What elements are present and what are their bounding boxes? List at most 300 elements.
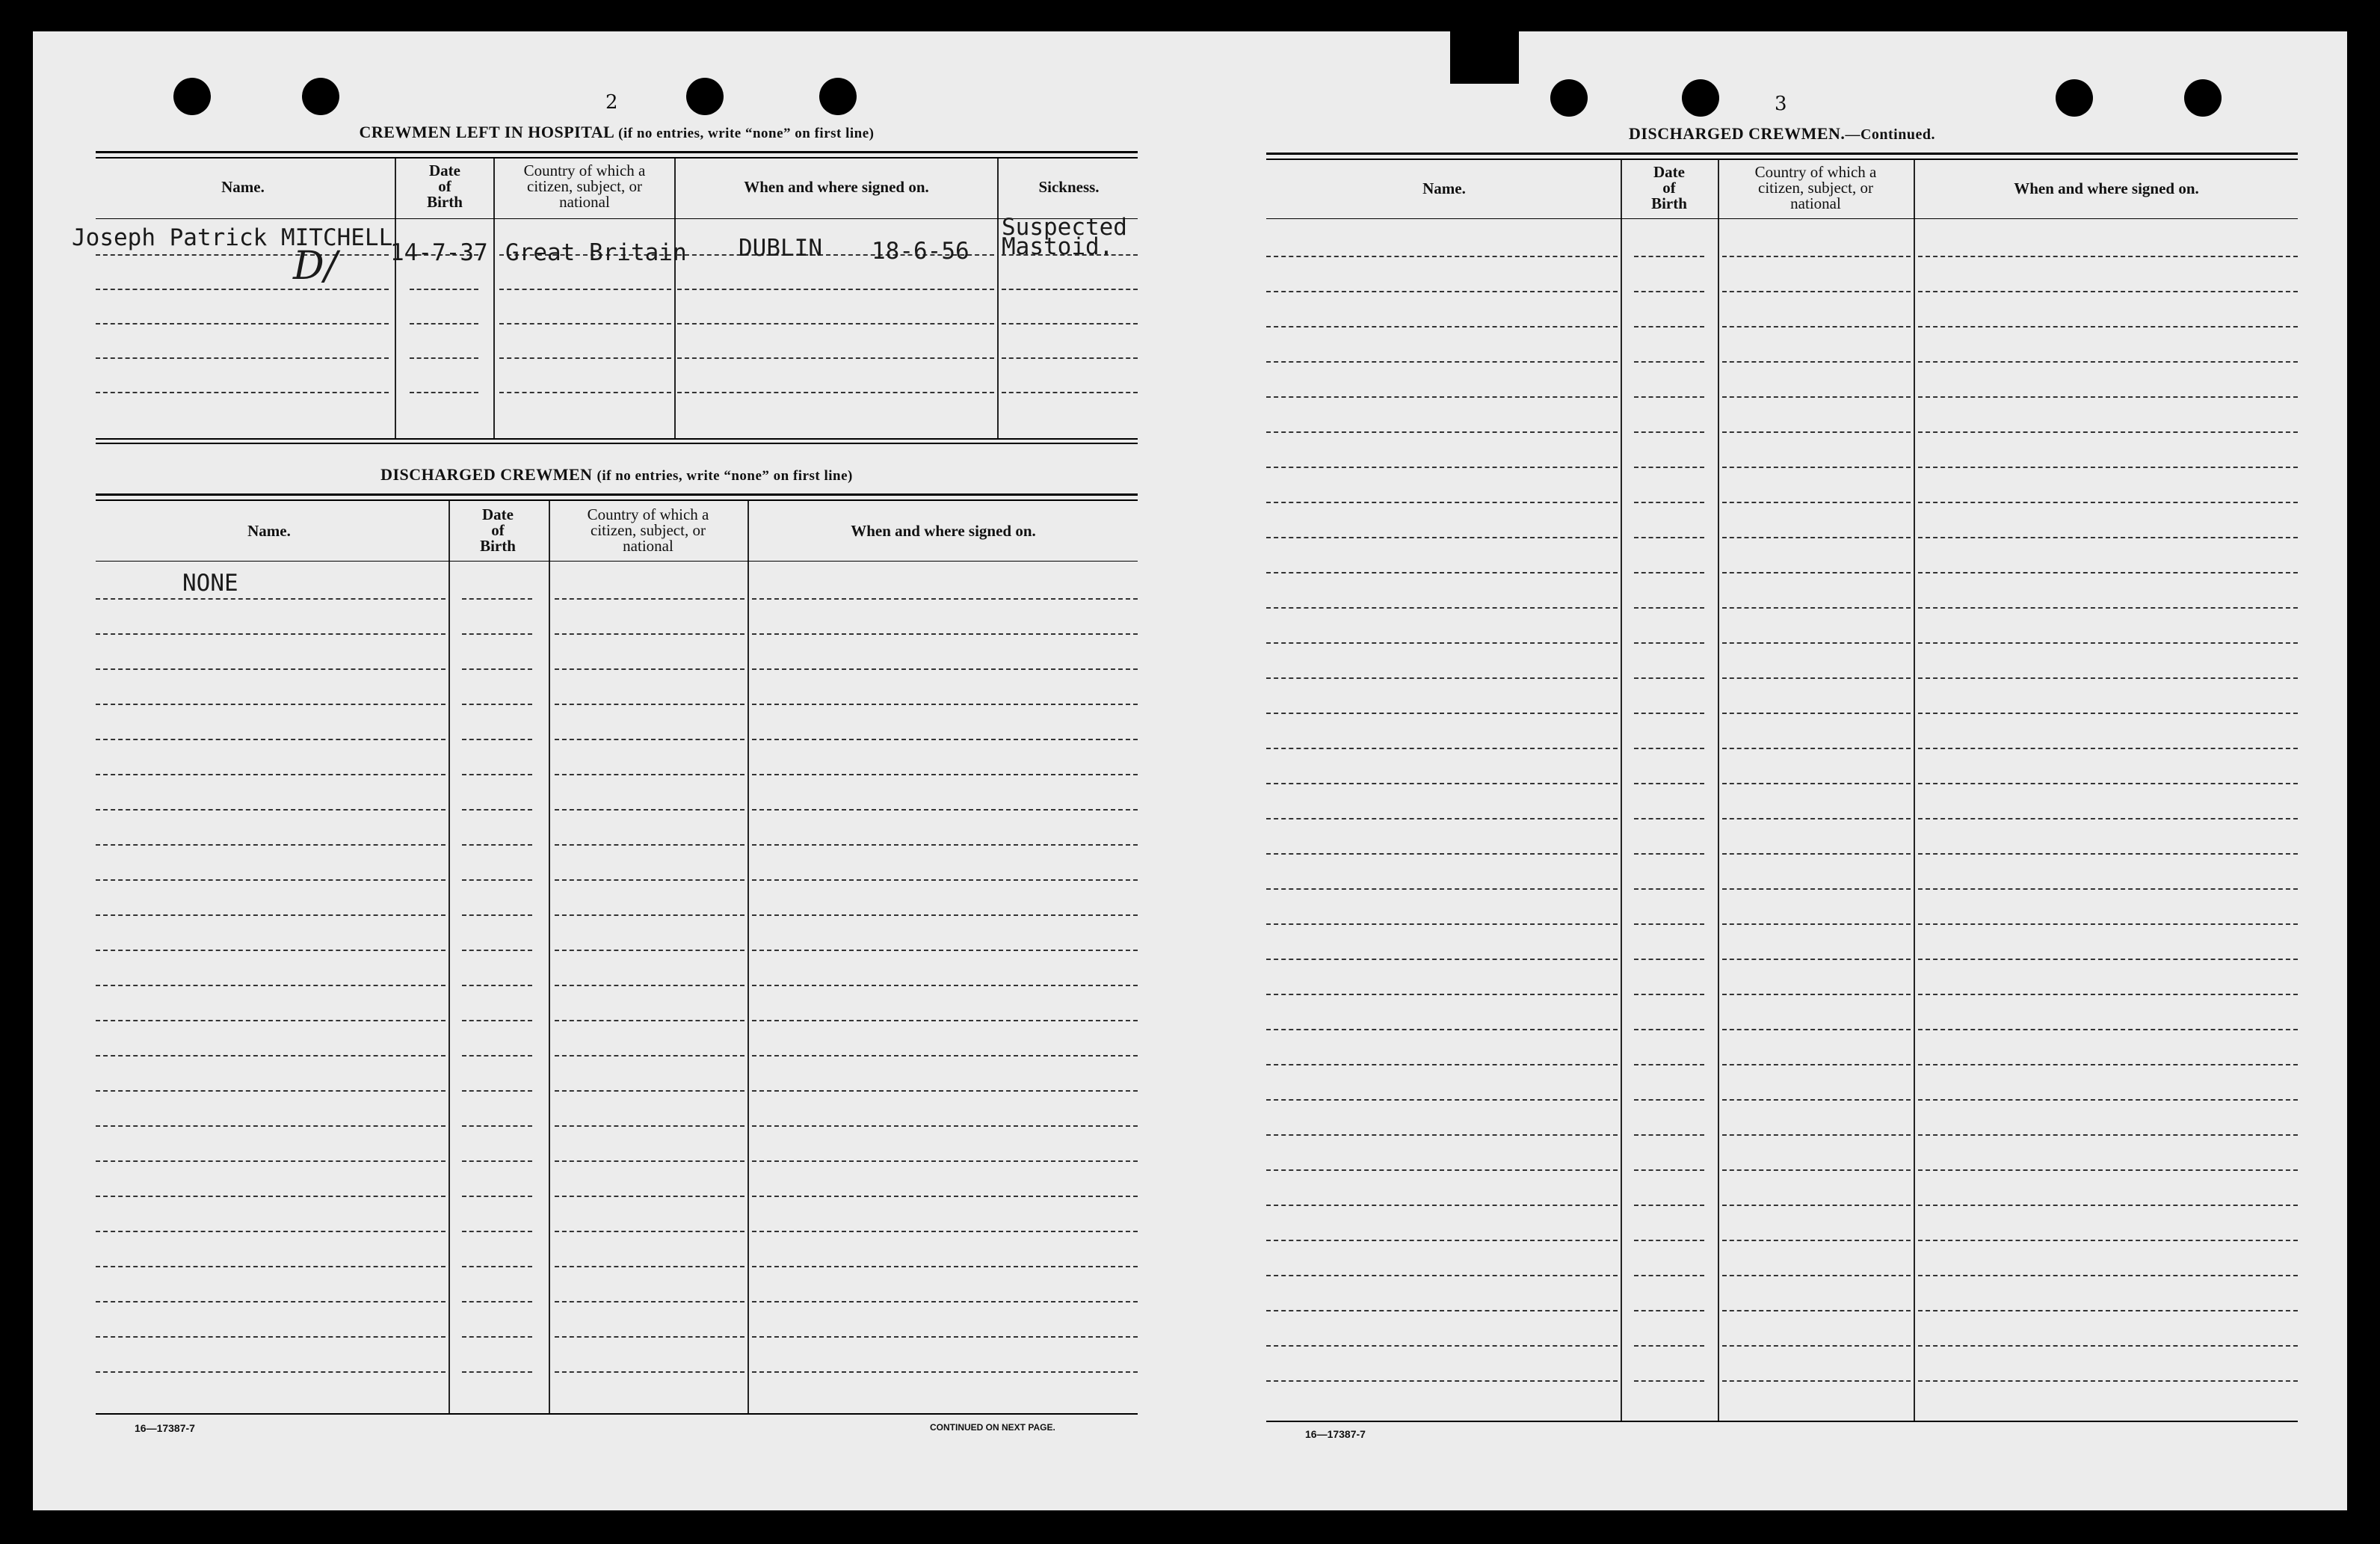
ruled-line <box>1634 888 1704 890</box>
ruled-line <box>462 844 532 846</box>
page-number-right: 3 <box>1775 93 1787 115</box>
ruled-line <box>1918 994 2298 995</box>
ruled-line <box>96 914 446 916</box>
ruled-line <box>499 323 671 325</box>
ruled-line <box>1266 994 1618 995</box>
ruled-line <box>462 668 532 670</box>
ruled-line <box>677 392 994 393</box>
ruled-line <box>752 1301 1138 1302</box>
ruled-line <box>1722 537 1911 538</box>
column-divider <box>448 501 450 1415</box>
ruled-line <box>1634 291 1704 292</box>
ruled-line <box>1918 1064 2298 1065</box>
ruled-line <box>752 1231 1138 1232</box>
ruled-line <box>499 392 671 393</box>
ruled-line <box>96 1125 446 1127</box>
ruled-line <box>1634 1310 1704 1311</box>
ruled-line <box>96 1336 446 1338</box>
ruled-line <box>1634 923 1704 925</box>
ruled-line <box>1634 572 1704 573</box>
ruled-line <box>1634 537 1704 538</box>
rule <box>1266 218 2298 219</box>
col-name-header: Name. <box>247 522 291 540</box>
ruled-line <box>555 739 744 740</box>
column-divider <box>1914 160 1915 1421</box>
ruled-line <box>1918 1380 2298 1382</box>
ruled-line <box>96 1196 446 1197</box>
ruled-line <box>462 1266 532 1267</box>
ruled-line <box>1722 748 1911 749</box>
ruled-line <box>752 914 1138 916</box>
ruled-line <box>1266 713 1618 714</box>
ruled-line <box>752 739 1138 740</box>
ruled-line <box>677 357 994 359</box>
ruled-line <box>499 357 671 359</box>
ruled-line <box>1634 677 1704 679</box>
ruled-line <box>1722 1064 1911 1065</box>
rule <box>96 218 1138 219</box>
ruled-line <box>677 289 994 290</box>
ruled-line <box>462 1301 532 1302</box>
ruled-line <box>1722 994 1911 995</box>
ruled-line <box>1266 677 1618 679</box>
ruled-line <box>555 950 744 951</box>
ruled-line <box>1266 256 1618 257</box>
col-country-header <box>550 507 746 554</box>
ruled-line <box>1634 431 1704 433</box>
ruled-line <box>555 1196 744 1197</box>
ruled-line <box>555 1020 744 1021</box>
ruled-line <box>752 1266 1138 1267</box>
punch-hole <box>686 78 724 115</box>
ruled-line <box>1266 748 1618 749</box>
ruled-line <box>410 357 478 359</box>
ruled-line <box>96 1160 446 1162</box>
col-country-line: citizen, subject, or <box>527 177 642 195</box>
ruled-line <box>1918 853 2298 855</box>
ruled-line <box>677 323 994 325</box>
ruled-line <box>1634 502 1704 503</box>
ruled-line <box>1722 959 1911 960</box>
ruled-line <box>1634 607 1704 609</box>
ruled-line <box>1722 923 1911 925</box>
ruled-line <box>1918 502 2298 503</box>
col-country-line: Country of which a <box>523 162 646 179</box>
ruled-line <box>1634 959 1704 960</box>
ruled-line <box>1634 1380 1704 1382</box>
ruled-line <box>1634 1205 1704 1206</box>
ruled-line <box>462 1160 532 1162</box>
column-divider <box>493 159 495 440</box>
ruled-line <box>752 1160 1138 1162</box>
ruled-line <box>1918 783 2298 784</box>
ruled-line <box>1266 1029 1618 1030</box>
ruled-line <box>1266 1310 1618 1311</box>
ruled-line <box>752 844 1138 846</box>
ruled-line <box>1722 642 1911 644</box>
col-dob-line: Birth <box>1651 194 1687 212</box>
ruled-line <box>96 774 446 775</box>
ruled-line <box>555 704 744 705</box>
rule <box>96 561 1138 562</box>
ruled-line <box>96 985 446 986</box>
ruled-line <box>752 1020 1138 1021</box>
ruled-line <box>1722 256 1911 257</box>
column-divider <box>747 501 749 1415</box>
punch-hole <box>1682 79 1719 117</box>
ruled-line <box>96 1055 446 1056</box>
ruled-line <box>1722 431 1911 433</box>
ruled-line <box>1634 361 1704 363</box>
ruled-line <box>1266 853 1618 855</box>
ruled-line <box>1918 1205 2298 1206</box>
column-divider <box>674 159 676 440</box>
ruled-line <box>1918 713 2298 714</box>
ruled-line <box>1634 1064 1704 1065</box>
ruled-line <box>96 809 446 811</box>
rule <box>96 443 1138 444</box>
hospital-entry-country: Great Britain <box>505 239 687 266</box>
col-dob-line: Date <box>1653 163 1685 181</box>
col-country-line: national <box>559 193 610 211</box>
ruled-line <box>1722 607 1911 609</box>
ruled-line <box>1722 888 1911 890</box>
hospital-section-heading: CREWMEN LEFT IN HOSPITAL (if no entries, write “none” on first line) <box>359 123 875 141</box>
rule <box>96 438 1138 440</box>
ruled-line <box>462 1371 532 1373</box>
ruled-line <box>1918 361 2298 363</box>
page-number-left: 2 <box>605 91 618 114</box>
col-dob-header <box>1624 164 1715 212</box>
ruled-line <box>1266 1380 1618 1382</box>
ruled-line <box>462 1196 532 1197</box>
ruled-line <box>752 704 1138 705</box>
ruled-line <box>410 289 478 290</box>
ruled-line <box>96 879 446 881</box>
ruled-line <box>96 323 389 325</box>
ruled-line <box>752 1336 1138 1338</box>
ruled-line <box>1002 289 1138 290</box>
hospital-entry-name: Joseph Patrick MITCHELL <box>72 224 393 251</box>
ruled-line <box>752 668 1138 670</box>
ruled-line <box>1722 1029 1911 1030</box>
ruled-line <box>1634 256 1704 257</box>
ruled-line <box>462 739 532 740</box>
ruled-line <box>410 392 478 393</box>
ruled-line <box>1266 783 1618 784</box>
ruled-line <box>1634 783 1704 784</box>
ruled-line <box>96 1266 446 1267</box>
ruled-line <box>1266 888 1618 890</box>
ruled-line <box>555 985 744 986</box>
form-number: 16—17387-7 <box>1305 1428 1366 1440</box>
ruled-line <box>1722 1310 1911 1311</box>
ruled-line <box>1266 572 1618 573</box>
ruled-line <box>555 879 744 881</box>
ruled-line <box>462 1125 532 1127</box>
ruled-line <box>1918 431 2298 433</box>
hospital-entry-sickness: Mastoid. <box>1002 233 1114 260</box>
ruled-line <box>1634 713 1704 714</box>
col-signed-header: When and where signed on. <box>2014 179 2199 197</box>
col-dob-line: Date <box>482 505 514 523</box>
ruled-line <box>1918 1099 2298 1101</box>
ruled-line <box>462 1231 532 1232</box>
ruled-line <box>96 704 446 705</box>
rule <box>1266 153 2298 155</box>
hospital-entry-place: DUBLIN <box>739 235 822 262</box>
ruled-line <box>1918 818 2298 819</box>
ruled-line <box>1266 326 1618 327</box>
punch-hole <box>173 78 211 115</box>
ruled-line <box>462 774 532 775</box>
ruled-line <box>96 1231 446 1232</box>
ruled-line <box>1634 1275 1704 1276</box>
column-divider <box>997 159 999 440</box>
document-sheet <box>33 31 2347 1510</box>
ruled-line <box>555 1125 744 1127</box>
ruled-line <box>1918 748 2298 749</box>
ruled-line <box>96 254 389 256</box>
ruled-line <box>1266 1240 1618 1241</box>
ruled-line <box>1266 291 1618 292</box>
col-dob-line: Date <box>429 162 460 179</box>
rule <box>1266 159 2298 160</box>
rule <box>1266 1421 2298 1422</box>
ruled-line <box>1266 1064 1618 1065</box>
col-country-line: Country of which a <box>587 505 709 523</box>
ruled-line <box>752 1371 1138 1373</box>
ruled-line <box>462 985 532 986</box>
handwritten-annotation: D/ <box>293 244 338 289</box>
ruled-line <box>555 633 744 635</box>
ruled-line <box>1722 291 1911 292</box>
col-sickness-header: Sickness. <box>1038 178 1100 196</box>
ruled-line <box>1918 677 2298 679</box>
col-dob-header <box>448 507 547 554</box>
col-country-header <box>496 163 673 210</box>
ruled-line <box>1918 888 2298 890</box>
ruled-line <box>1918 572 2298 573</box>
ruled-line <box>1918 923 2298 925</box>
ruled-line <box>555 1336 744 1338</box>
ruled-line <box>1722 326 1911 327</box>
ruled-line <box>1918 1345 2298 1347</box>
column-divider <box>1621 160 1622 1421</box>
hospital-entry-dob: 14-7-37 <box>390 239 488 266</box>
ruled-line <box>96 1371 446 1373</box>
ruled-line <box>752 1196 1138 1197</box>
ruled-line <box>1918 1169 2298 1171</box>
ruled-line <box>96 289 389 290</box>
ruled-line <box>555 1371 744 1373</box>
col-dob-line: Birth <box>427 193 463 211</box>
ruled-line <box>1634 642 1704 644</box>
ruled-line <box>1918 1134 2298 1136</box>
hospital-entry-date: 18-6-56 <box>872 238 969 265</box>
ruled-line <box>1918 1275 2298 1276</box>
ruled-line <box>1634 1029 1704 1030</box>
punch-hole <box>302 78 339 115</box>
ruled-line <box>1634 1134 1704 1136</box>
ruled-line <box>1266 1134 1618 1136</box>
ruled-line <box>555 668 744 670</box>
ruled-line <box>752 598 1138 600</box>
column-divider <box>549 501 550 1415</box>
ruled-line <box>96 950 446 951</box>
ruled-line <box>752 774 1138 775</box>
rule <box>96 1413 1138 1415</box>
ruled-line <box>1722 361 1911 363</box>
ruled-line <box>1918 291 2298 292</box>
ruled-line <box>1722 1205 1911 1206</box>
ruled-line <box>752 950 1138 951</box>
ruled-line <box>1266 467 1618 468</box>
ruled-line <box>1722 572 1911 573</box>
ruled-line <box>96 357 389 359</box>
ruled-line <box>555 1231 744 1232</box>
ruled-line <box>96 1301 446 1302</box>
ruled-line <box>1722 1275 1911 1276</box>
ruled-line <box>1634 1345 1704 1347</box>
ruled-line <box>462 879 532 881</box>
ruled-line <box>555 844 744 846</box>
ruled-line <box>1722 396 1911 398</box>
continued-note: CONTINUED ON NEXT PAGE. <box>930 1422 1055 1433</box>
ruled-line <box>1266 1099 1618 1101</box>
ruled-line <box>1722 818 1911 819</box>
ruled-line <box>1634 1240 1704 1241</box>
ruled-line <box>1266 607 1618 609</box>
rule <box>96 499 1138 501</box>
punch-hole <box>2184 79 2222 117</box>
ruled-line <box>555 1055 744 1056</box>
ruled-line <box>462 704 532 705</box>
ruled-line <box>555 1301 744 1302</box>
ruled-line <box>1918 959 2298 960</box>
ruled-line <box>555 1266 744 1267</box>
ruled-line <box>752 879 1138 881</box>
ruled-line <box>410 323 478 325</box>
ruled-line <box>1722 1240 1911 1241</box>
col-dob-line: of <box>438 177 451 195</box>
ruled-line <box>555 1160 744 1162</box>
ruled-line <box>462 633 532 635</box>
ruled-line <box>1266 1345 1618 1347</box>
ruled-line <box>555 809 744 811</box>
ruled-line <box>1634 1169 1704 1171</box>
ruled-line <box>499 289 671 290</box>
ruled-line <box>1266 818 1618 819</box>
ruled-line <box>1918 256 2298 257</box>
ruled-line <box>1266 642 1618 644</box>
ruled-line <box>1918 326 2298 327</box>
ruled-line <box>96 668 446 670</box>
ruled-line <box>1266 431 1618 433</box>
ruled-line <box>1634 748 1704 749</box>
punch-hole <box>2056 79 2093 117</box>
ruled-line <box>1634 326 1704 327</box>
ruled-line <box>462 950 532 951</box>
ruled-line <box>752 985 1138 986</box>
ruled-line <box>1634 853 1704 855</box>
discharged-entry-none: NONE <box>182 570 238 597</box>
form-number: 16—17387-7 <box>135 1422 195 1434</box>
ruled-line <box>1266 959 1618 960</box>
col-country-line: national <box>623 537 673 555</box>
ruled-line <box>1918 467 2298 468</box>
col-dob-line: of <box>1662 179 1676 197</box>
ruled-line <box>1266 361 1618 363</box>
ruled-line <box>1918 396 2298 398</box>
ruled-line <box>1634 396 1704 398</box>
col-country-header <box>1719 164 1912 212</box>
ruled-line <box>1722 677 1911 679</box>
ruled-line <box>1634 1099 1704 1101</box>
ruled-line <box>1918 1029 2298 1030</box>
punch-hole <box>819 78 857 115</box>
ruled-line <box>555 774 744 775</box>
ruled-line <box>462 1020 532 1021</box>
ruled-line <box>1918 537 2298 538</box>
ruled-line <box>462 1055 532 1056</box>
ruled-line <box>555 598 744 600</box>
ruled-line <box>1722 467 1911 468</box>
ruled-line <box>462 809 532 811</box>
ruled-line <box>1918 1310 2298 1311</box>
ruled-line <box>96 1090 446 1092</box>
ruled-line <box>462 598 532 600</box>
binding-tab <box>1450 30 1519 84</box>
rule <box>96 493 1138 496</box>
ruled-line <box>1634 994 1704 995</box>
col-signed-header: When and where signed on. <box>744 178 929 196</box>
rule <box>96 157 1138 159</box>
ruled-line <box>96 633 446 635</box>
col-dob-header <box>396 163 493 210</box>
ruled-line <box>462 914 532 916</box>
ruled-line <box>96 1020 446 1021</box>
ruled-line <box>1918 607 2298 609</box>
ruled-line <box>1266 1275 1618 1276</box>
column-divider <box>1718 160 1719 1421</box>
ruled-line <box>1722 502 1911 503</box>
col-signed-header: When and where signed on. <box>851 522 1036 540</box>
ruled-line <box>96 392 389 393</box>
ruled-line <box>1722 1380 1911 1382</box>
ruled-line <box>752 1055 1138 1056</box>
discharged-section-heading: DISCHARGED CREWMEN (if no entries, write “none” on first line) <box>380 465 853 484</box>
ruled-line <box>752 1090 1138 1092</box>
ruled-line <box>1634 818 1704 819</box>
column-divider <box>395 159 396 440</box>
ruled-line <box>1266 537 1618 538</box>
ruled-line <box>1722 1345 1911 1347</box>
hospital-entry-sickness: Suspected <box>1002 214 1127 241</box>
ruled-line <box>1002 357 1138 359</box>
ruled-line <box>1002 323 1138 325</box>
col-country-line: Country of which a <box>1754 163 1877 181</box>
ruled-line <box>1918 642 2298 644</box>
ruled-line <box>1722 713 1911 714</box>
col-country-line: national <box>1790 194 1841 212</box>
ruled-line <box>1002 392 1138 393</box>
col-country-line: citizen, subject, or <box>591 521 706 539</box>
col-dob-line: Birth <box>480 537 516 555</box>
col-dob-line: of <box>491 521 505 539</box>
ruled-line <box>1722 1134 1911 1136</box>
ruled-line <box>1918 1240 2298 1241</box>
